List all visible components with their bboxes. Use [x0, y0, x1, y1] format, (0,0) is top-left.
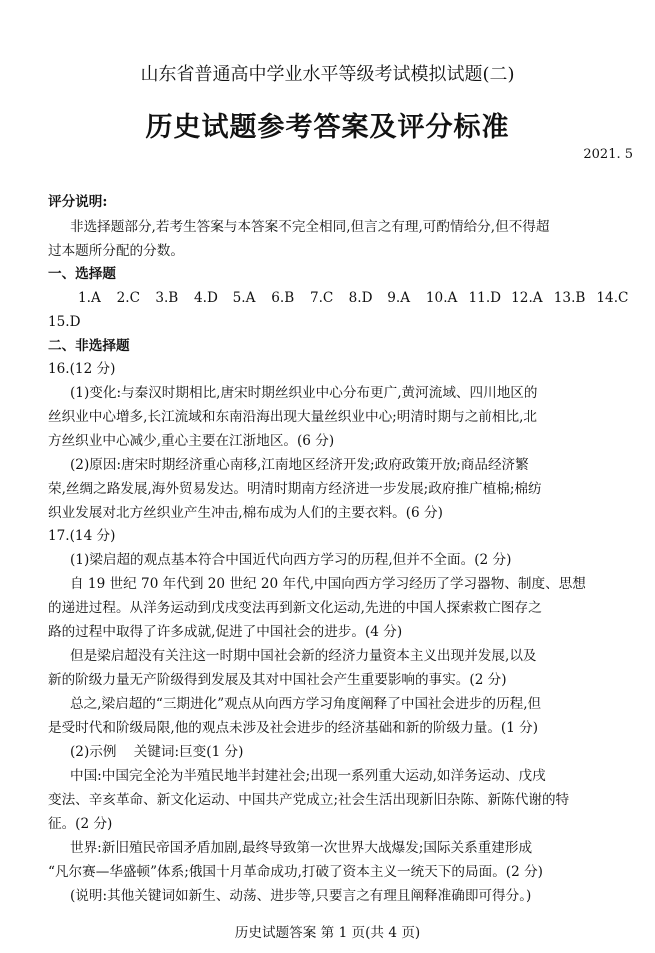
page-title: 历史试题参考答案及评分标准: [145, 112, 510, 143]
exam-subtitle: 山东省普通高中学业水平等级考试模拟试题(二): [140, 64, 515, 85]
answer-line: 世界:新旧殖民帝国矛盾加剧,最终导致第一次世界大战爆发;国际关系重建形成: [70, 840, 533, 856]
choice-answer: 1.A: [78, 290, 101, 306]
choice-answer: 4.D: [193, 290, 218, 306]
page-footer: 历史试题答案 第 1 页(共 4 页): [234, 925, 421, 941]
answer-line: 新的阶级力量无产阶级得到发展及其对中国社会产生重要影响的事实。(2 分): [48, 672, 507, 688]
answer-line: 织业发展对北方丝织业产生冲击,棉布成为人们的主要衣料。(6 分): [48, 505, 443, 521]
choice-answer: 8.D: [348, 290, 373, 306]
choice-answer: 13.B: [553, 290, 586, 306]
choice-answer: 11.D: [468, 290, 502, 306]
answer-line: 荣,丝绸之路发展,海外贸易发达。明清时期南方经济进一步发展;政府推广植棉;棉纺: [48, 481, 542, 497]
answer-line: 征。(2 分): [48, 816, 113, 832]
choice-answer: 9.A: [387, 290, 411, 306]
answer-line: (1)变化:与秦汉时期相比,唐宋时期丝织业中心分布更广,黄河流域、四川地区的: [70, 385, 538, 401]
choice-answer: 12.A: [511, 290, 543, 306]
choice-answer: 7.C: [309, 290, 334, 306]
section-heading-choice: 一、选择题: [48, 266, 116, 282]
answer-note: (说明:其他关键词如新生、动荡、进步等,只要言之有理且阐释准确即可得分。): [70, 888, 532, 904]
answer-line: 变法、辛亥革命、新文化运动、中国共产党成立;社会生活出现新旧杂陈、新陈代谢的特: [48, 792, 570, 808]
question-17-label: 17.(14 分): [48, 528, 116, 544]
answer-line: (2)示例 关键词:巨变(1 分): [70, 744, 244, 760]
choice-answers-row: [78, 286, 639, 310]
answer-line: (2)原因:唐宋时期经济重心南移,江南地区经济开发;政府政策开放;商品经济繁: [70, 457, 529, 473]
answer-line: 的递进过程。从洋务运动到戊戌变法再到新文化运动,先进的中国人探索救亡图存之: [48, 600, 542, 616]
choice-answer: 3.B: [155, 290, 179, 306]
choice-answer: 6.B: [271, 290, 295, 306]
answer-line: 总之,梁启超的“三期进化”观点从向西方学习角度阐释了中国社会进步的历程,但: [70, 696, 542, 712]
choice-answer: 15.D: [48, 314, 81, 330]
choice-answer: 10.A: [425, 290, 458, 306]
answer-line: “凡尔赛—华盛顿”体系;俄国十月革命成功,打破了资本主义一统天下的局面。(2 分): [48, 864, 543, 880]
scoring-note-line: 非选择题部分,若考生答案与本答案不完全相同,但言之有理,可酌情给分,但不得超: [70, 219, 550, 235]
choice-answer: 14.C: [596, 290, 629, 306]
answer-line: 中国:中国完全沦为半殖民地半封建社会;出现一系列重大运动,如洋务运动、戊戌: [70, 768, 546, 784]
choice-answer: 2.C: [116, 290, 141, 306]
answer-line: (1)梁启超的观点基本符合中国近代向西方学习的历程,但并不全面。(2 分): [70, 552, 512, 568]
exam-date: 2021. 5: [583, 147, 633, 162]
answer-line: 方丝织业中心减少,重心主要在江浙地区。(6 分): [48, 433, 335, 449]
scoring-note-heading: 评分说明:: [48, 194, 108, 210]
section-heading-essay: 二、非选择题: [48, 338, 130, 354]
answer-line: 但是梁启超没有关注这一时期中国社会新的经济力量资本主义出现并发展,以及: [70, 648, 537, 664]
question-16-label: 16.(12 分): [48, 361, 116, 377]
scoring-note-line: 过本题所分配的分数。: [48, 243, 184, 259]
answer-line: 路的过程中取得了许多成就,促进了中国社会的进步。(4 分): [48, 624, 403, 640]
answer-line: 是受时代和阶级局限,他的观点未涉及社会进步的经济基础和新的阶级力量。(1 分): [48, 720, 539, 736]
answer-line: 自 19 世纪 70 年代到 20 世纪 20 年代,中国向西方学习经历了学习器物、制度、思想: [70, 576, 586, 592]
choice-answer: 5.A: [232, 290, 256, 306]
answer-line: 丝织业中心增多,长江流域和东南沿海出现大量丝织业中心;明清时期与之前相比,北: [48, 409, 538, 425]
